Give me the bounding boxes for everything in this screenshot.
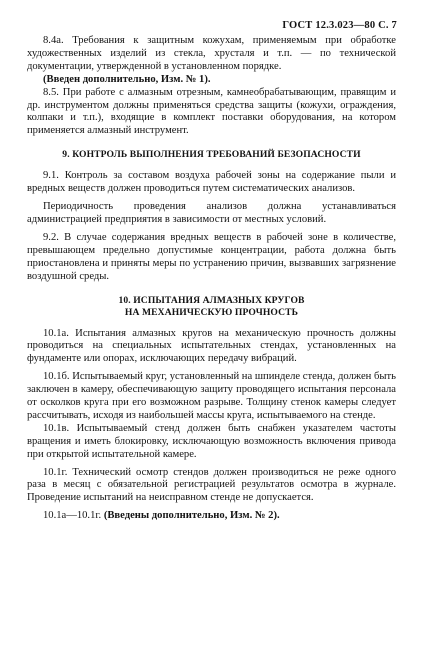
paragraph-10-1b: 10.1б. Испытываемый круг, установленный на шпинделе стенда, должен быть заключен в камеру, обеспечивающую защиту проводящего испытания персонала от осколков круга при его возможном разрыве. Толщину стенок камеры следует рассчитывать, исходя из наибольшей массы круга, испытываемого на стенде. [27, 371, 396, 421]
paragraph-9-1-periodicity: Периодичность проведения анализов должна устанавливаться администрацией предприятия в зависимости от местных условий. [27, 201, 396, 225]
final-prefix: 10.1а—10.1г. [43, 510, 102, 522]
section-10-title-line2: НА МЕХАНИЧЕСКУЮ ПРОЧНОСТЬ [124, 306, 299, 318]
section-10-title [27, 295, 396, 319]
final-note: (Введены дополнительно, Изм. № 2). [103, 510, 280, 522]
page-header: ГОСТ 12.3.023—80 С. 7 [282, 20, 397, 31]
paragraph-9-2: 9.2. В случае содержания вредных веществ в рабочей зоне в количестве, превышающем предельно допустимые концентрации, работа должна быть приостановлена и приняты меры по устранению причин, вызвавших загрязнение воздушной среды. [27, 231, 396, 282]
paragraph-10-final [27, 510, 396, 523]
note-8-4a: (Введен дополнительно, Изм. № 1). [43, 73, 211, 85]
paragraph-8-5: 8.5. При работе с алмазным отрезным, камнеобрабатывающим, правящим и др. инструментом должны применяться средства защиты (кожухи, ограждения, колпаки и т.п.), входящие в комплект поставки оборудования, на котором применяется алмазный инструмент. [27, 86, 396, 137]
section-10-title-line1: 10. ИСПЫТАНИЯ АЛМАЗНЫХ КРУГОВ [118, 294, 305, 306]
document-body [27, 35, 396, 523]
paragraph-10-1a: 10.1а. Испытания алмазных кругов на механическую прочность должны проводиться на специальных испытательных стендах, установленных на фундаменте или опорах, исключающих передачу вибраций. [27, 327, 396, 365]
section-9-title: 9. КОНТРОЛЬ ВЫПОЛНЕНИЯ ТРЕБОВАНИЙ БЕЗОПАСНОСТИ [62, 149, 361, 161]
paragraph-8-4a: 8.4а. Требования к защитным кожухам, применяемым при обработке художественных изделий из стекла, хрусталя и т.п. — по технической документации, утвержденной в установленном порядке. [27, 35, 396, 72]
paragraph-9-1: 9.1. Контроль за составом воздуха рабочей зоны на содержание пыли и вредных веществ должен проводиться путем систематических анализов. [27, 170, 396, 195]
paragraph-10-1v: 10.1в. Испытываемый стенд должен быть снабжен указателем частоты вращения и иметь блокировку, исключающую возможность включения привода при открытой испытательной камере. [27, 422, 396, 460]
paragraph-10-1g: 10.1г. Технический осмотр стендов должен производиться не реже одного раза в месяц с обязательной регистрацией результатов осмотра в журнале. Проведение испытаний на неисправном стенде не допускается. [27, 466, 396, 504]
